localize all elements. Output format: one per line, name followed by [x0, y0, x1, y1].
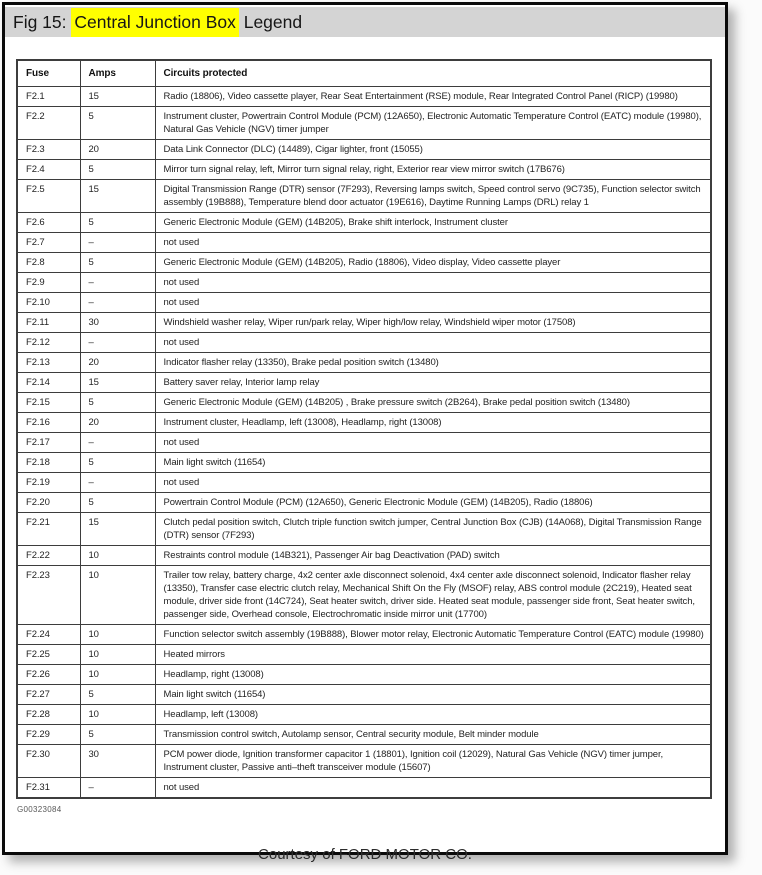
amps-cell: 15 — [80, 87, 155, 107]
amps-cell: 15 — [80, 180, 155, 213]
circuits-cell: Data Link Connector (DLC) (14489), Cigar lighter, front (15055) — [155, 140, 711, 160]
amps-cell: 5 — [80, 453, 155, 473]
table-header-row — [17, 60, 711, 87]
table-row — [17, 313, 711, 333]
amps-cell: 10 — [80, 705, 155, 725]
amps-cell: 10 — [80, 665, 155, 685]
table-row — [17, 725, 711, 745]
fuse-cell: F2.15 — [17, 393, 80, 413]
fuse-cell: F2.12 — [17, 333, 80, 353]
figure-page — [2, 2, 728, 863]
table-row — [17, 453, 711, 473]
table-row — [17, 473, 711, 493]
circuits-cell: Function selector switch assembly (19B888), Blower motor relay, Electronic Automatic Temperature Control (EATC) module (19980) — [155, 625, 711, 645]
fuse-cell: F2.27 — [17, 685, 80, 705]
amps-cell: 5 — [80, 493, 155, 513]
fuse-cell: F2.24 — [17, 625, 80, 645]
column-header-circuits: Circuits protected — [155, 60, 711, 87]
table-row — [17, 213, 711, 233]
fuse-cell: F2.2 — [17, 107, 80, 140]
fuse-cell: F2.31 — [17, 778, 80, 799]
circuits-cell: not used — [155, 433, 711, 453]
circuits-cell: PCM power diode, Ignition transformer capacitor 1 (18801), Ignition coil (12029), Natural Gas Vehicle (NGV) timer jumper, Instrument cluster, Passive anti–theft transceiver module (15607) — [155, 745, 711, 778]
fuse-cell: F2.19 — [17, 473, 80, 493]
circuits-cell: Instrument cluster, Powertrain Control Module (PCM) (12A650), Electronic Automatic Temperature Control (EATC) module (19980), Natural Gas Vehicle (NGV) timer jumper — [155, 107, 711, 140]
column-header-fuse: Fuse — [17, 60, 80, 87]
fuse-cell: F2.17 — [17, 433, 80, 453]
amps-cell: – — [80, 473, 155, 493]
fuse-cell: F2.7 — [17, 233, 80, 253]
circuits-cell: Generic Electronic Module (GEM) (14B205), Brake shift interlock, Instrument cluster — [155, 213, 711, 233]
amps-cell: 15 — [80, 513, 155, 546]
circuits-cell: Instrument cluster, Headlamp, left (13008), Headlamp, right (13008) — [155, 413, 711, 433]
table-row — [17, 333, 711, 353]
fuse-cell: F2.9 — [17, 273, 80, 293]
table-row — [17, 107, 711, 140]
circuits-cell: Radio (18806), Video cassette player, Rear Seat Entertainment (RSE) module, Rear Integrated Control Panel (RICP) (19980) — [155, 87, 711, 107]
amps-cell: 20 — [80, 140, 155, 160]
table-row — [17, 373, 711, 393]
amps-cell: 15 — [80, 373, 155, 393]
fuse-cell: F2.6 — [17, 213, 80, 233]
table-row — [17, 685, 711, 705]
amps-cell: – — [80, 433, 155, 453]
figure-code: G00323084 — [17, 805, 62, 814]
table-row — [17, 293, 711, 313]
figure-title-bar — [5, 7, 725, 37]
circuits-cell: Heated mirrors — [155, 645, 711, 665]
circuits-cell: Mirror turn signal relay, left, Mirror turn signal relay, right, Exterior rear view mirror switch (17B676) — [155, 160, 711, 180]
fuse-cell: F2.1 — [17, 87, 80, 107]
circuits-cell: not used — [155, 778, 711, 799]
figure-title-suffix: Legend — [238, 11, 303, 32]
fuse-cell: F2.13 — [17, 353, 80, 373]
amps-cell: 10 — [80, 566, 155, 625]
fuse-cell: F2.26 — [17, 665, 80, 685]
circuits-cell: Restraints control module (14B321), Passenger Air bag Deactivation (PAD) switch — [155, 546, 711, 566]
table-row — [17, 778, 711, 799]
circuits-cell: Powertrain Control Module (PCM) (12A650), Generic Electronic Module (GEM) (14B205), Radio (18806) — [155, 493, 711, 513]
amps-cell: – — [80, 273, 155, 293]
table-row — [17, 353, 711, 373]
table-row — [17, 705, 711, 725]
amps-cell: 5 — [80, 725, 155, 745]
table-row — [17, 253, 711, 273]
fuse-cell: F2.23 — [17, 566, 80, 625]
fuse-cell: F2.5 — [17, 180, 80, 213]
fuse-table-body — [17, 87, 711, 799]
figure-title-highlight: Central Junction Box — [71, 8, 238, 37]
amps-cell: 5 — [80, 685, 155, 705]
amps-cell: 5 — [80, 393, 155, 413]
fuse-cell: F2.30 — [17, 745, 80, 778]
table-row — [17, 180, 711, 213]
fuse-cell: F2.3 — [17, 140, 80, 160]
table-row — [17, 87, 711, 107]
fuse-cell: F2.8 — [17, 253, 80, 273]
circuits-cell: Main light switch (11654) — [155, 685, 711, 705]
amps-cell: 5 — [80, 213, 155, 233]
amps-cell: 5 — [80, 253, 155, 273]
table-row — [17, 566, 711, 625]
amps-cell: – — [80, 233, 155, 253]
circuits-cell: Clutch pedal position switch, Clutch triple function switch jumper, Central Junction Box (CJB) (14A068), Digital Transmission Range (DTR) sensor (7F293) — [155, 513, 711, 546]
figure-title-prefix: Fig 15: — [13, 11, 72, 32]
circuits-cell: Windshield washer relay, Wiper run/park relay, Wiper high/low relay, Windshield wiper motor (17508) — [155, 313, 711, 333]
fuse-cell: F2.20 — [17, 493, 80, 513]
fuse-cell: F2.4 — [17, 160, 80, 180]
fuse-cell: F2.22 — [17, 546, 80, 566]
fuse-cell: F2.21 — [17, 513, 80, 546]
fuse-cell: F2.14 — [17, 373, 80, 393]
table-row — [17, 546, 711, 566]
circuits-cell: not used — [155, 473, 711, 493]
circuits-cell: Headlamp, right (13008) — [155, 665, 711, 685]
fuse-cell: F2.25 — [17, 645, 80, 665]
circuits-cell: Generic Electronic Module (GEM) (14B205), Radio (18806), Video display, Video cassette player — [155, 253, 711, 273]
circuits-cell: Digital Transmission Range (DTR) sensor (7F293), Reversing lamps switch, Speed control servo (9C735), Function selector switch assembly (19B888), Temperature blend door actuator (19E616), Daytime Running Lamps (DRL) relay 1 — [155, 180, 711, 213]
amps-cell: 30 — [80, 745, 155, 778]
circuits-cell: not used — [155, 273, 711, 293]
circuits-cell: not used — [155, 233, 711, 253]
column-header-amps: Amps — [80, 60, 155, 87]
amps-cell: 10 — [80, 546, 155, 566]
table-row — [17, 493, 711, 513]
fuse-cell: F2.18 — [17, 453, 80, 473]
table-row — [17, 140, 711, 160]
circuits-cell: Trailer tow relay, battery charge, 4x2 center axle disconnect solenoid, 4x4 center axle disconnect solenoid, Indicator flasher relay (13350), Transfer case electric clutch relay, Mechanical Shift On the Fly (MSOF) relay, ABS control module (2C219), Heated seat module, driver side front (14C724), Seat heater switch, driver side. Heated seat module, passenger side front, Seat heater switch, passenger side, Overhead console, Electrochromatic inside mirror unit (17700) — [155, 566, 711, 625]
circuits-cell: Headlamp, left (13008) — [155, 705, 711, 725]
amps-cell: 5 — [80, 160, 155, 180]
amps-cell: – — [80, 778, 155, 799]
amps-cell: 20 — [80, 353, 155, 373]
table-row — [17, 433, 711, 453]
fuse-cell: F2.28 — [17, 705, 80, 725]
amps-cell: 30 — [80, 313, 155, 333]
table-row — [17, 233, 711, 253]
amps-cell: 10 — [80, 625, 155, 645]
table-row — [17, 393, 711, 413]
table-row — [17, 273, 711, 293]
circuits-cell: Transmission control switch, Autolamp sensor, Central security module, Belt minder module — [155, 725, 711, 745]
table-row — [17, 413, 711, 433]
table-row — [17, 645, 711, 665]
fuse-cell: F2.29 — [17, 725, 80, 745]
fuse-cell: F2.16 — [17, 413, 80, 433]
circuits-cell: not used — [155, 333, 711, 353]
amps-cell: – — [80, 293, 155, 313]
circuits-cell: Battery saver relay, Interior lamp relay — [155, 373, 711, 393]
circuits-cell: Main light switch (11654) — [155, 453, 711, 473]
fuse-legend-table — [16, 59, 712, 799]
amps-cell: 20 — [80, 413, 155, 433]
amps-cell: 10 — [80, 645, 155, 665]
table-row — [17, 513, 711, 546]
circuits-cell: Generic Electronic Module (GEM) (14B205) , Brake pressure switch (2B264), Brake pedal position switch (13480) — [155, 393, 711, 413]
courtesy-line: Courtesy of FORD MOTOR CO. — [258, 846, 472, 863]
table-row — [17, 665, 711, 685]
table-row — [17, 625, 711, 645]
table-row — [17, 160, 711, 180]
circuits-cell: not used — [155, 293, 711, 313]
amps-cell: – — [80, 333, 155, 353]
fuse-cell: F2.11 — [17, 313, 80, 333]
fuse-cell: F2.10 — [17, 293, 80, 313]
table-row — [17, 745, 711, 778]
amps-cell: 5 — [80, 107, 155, 140]
circuits-cell: Indicator flasher relay (13350), Brake pedal position switch (13480) — [155, 353, 711, 373]
